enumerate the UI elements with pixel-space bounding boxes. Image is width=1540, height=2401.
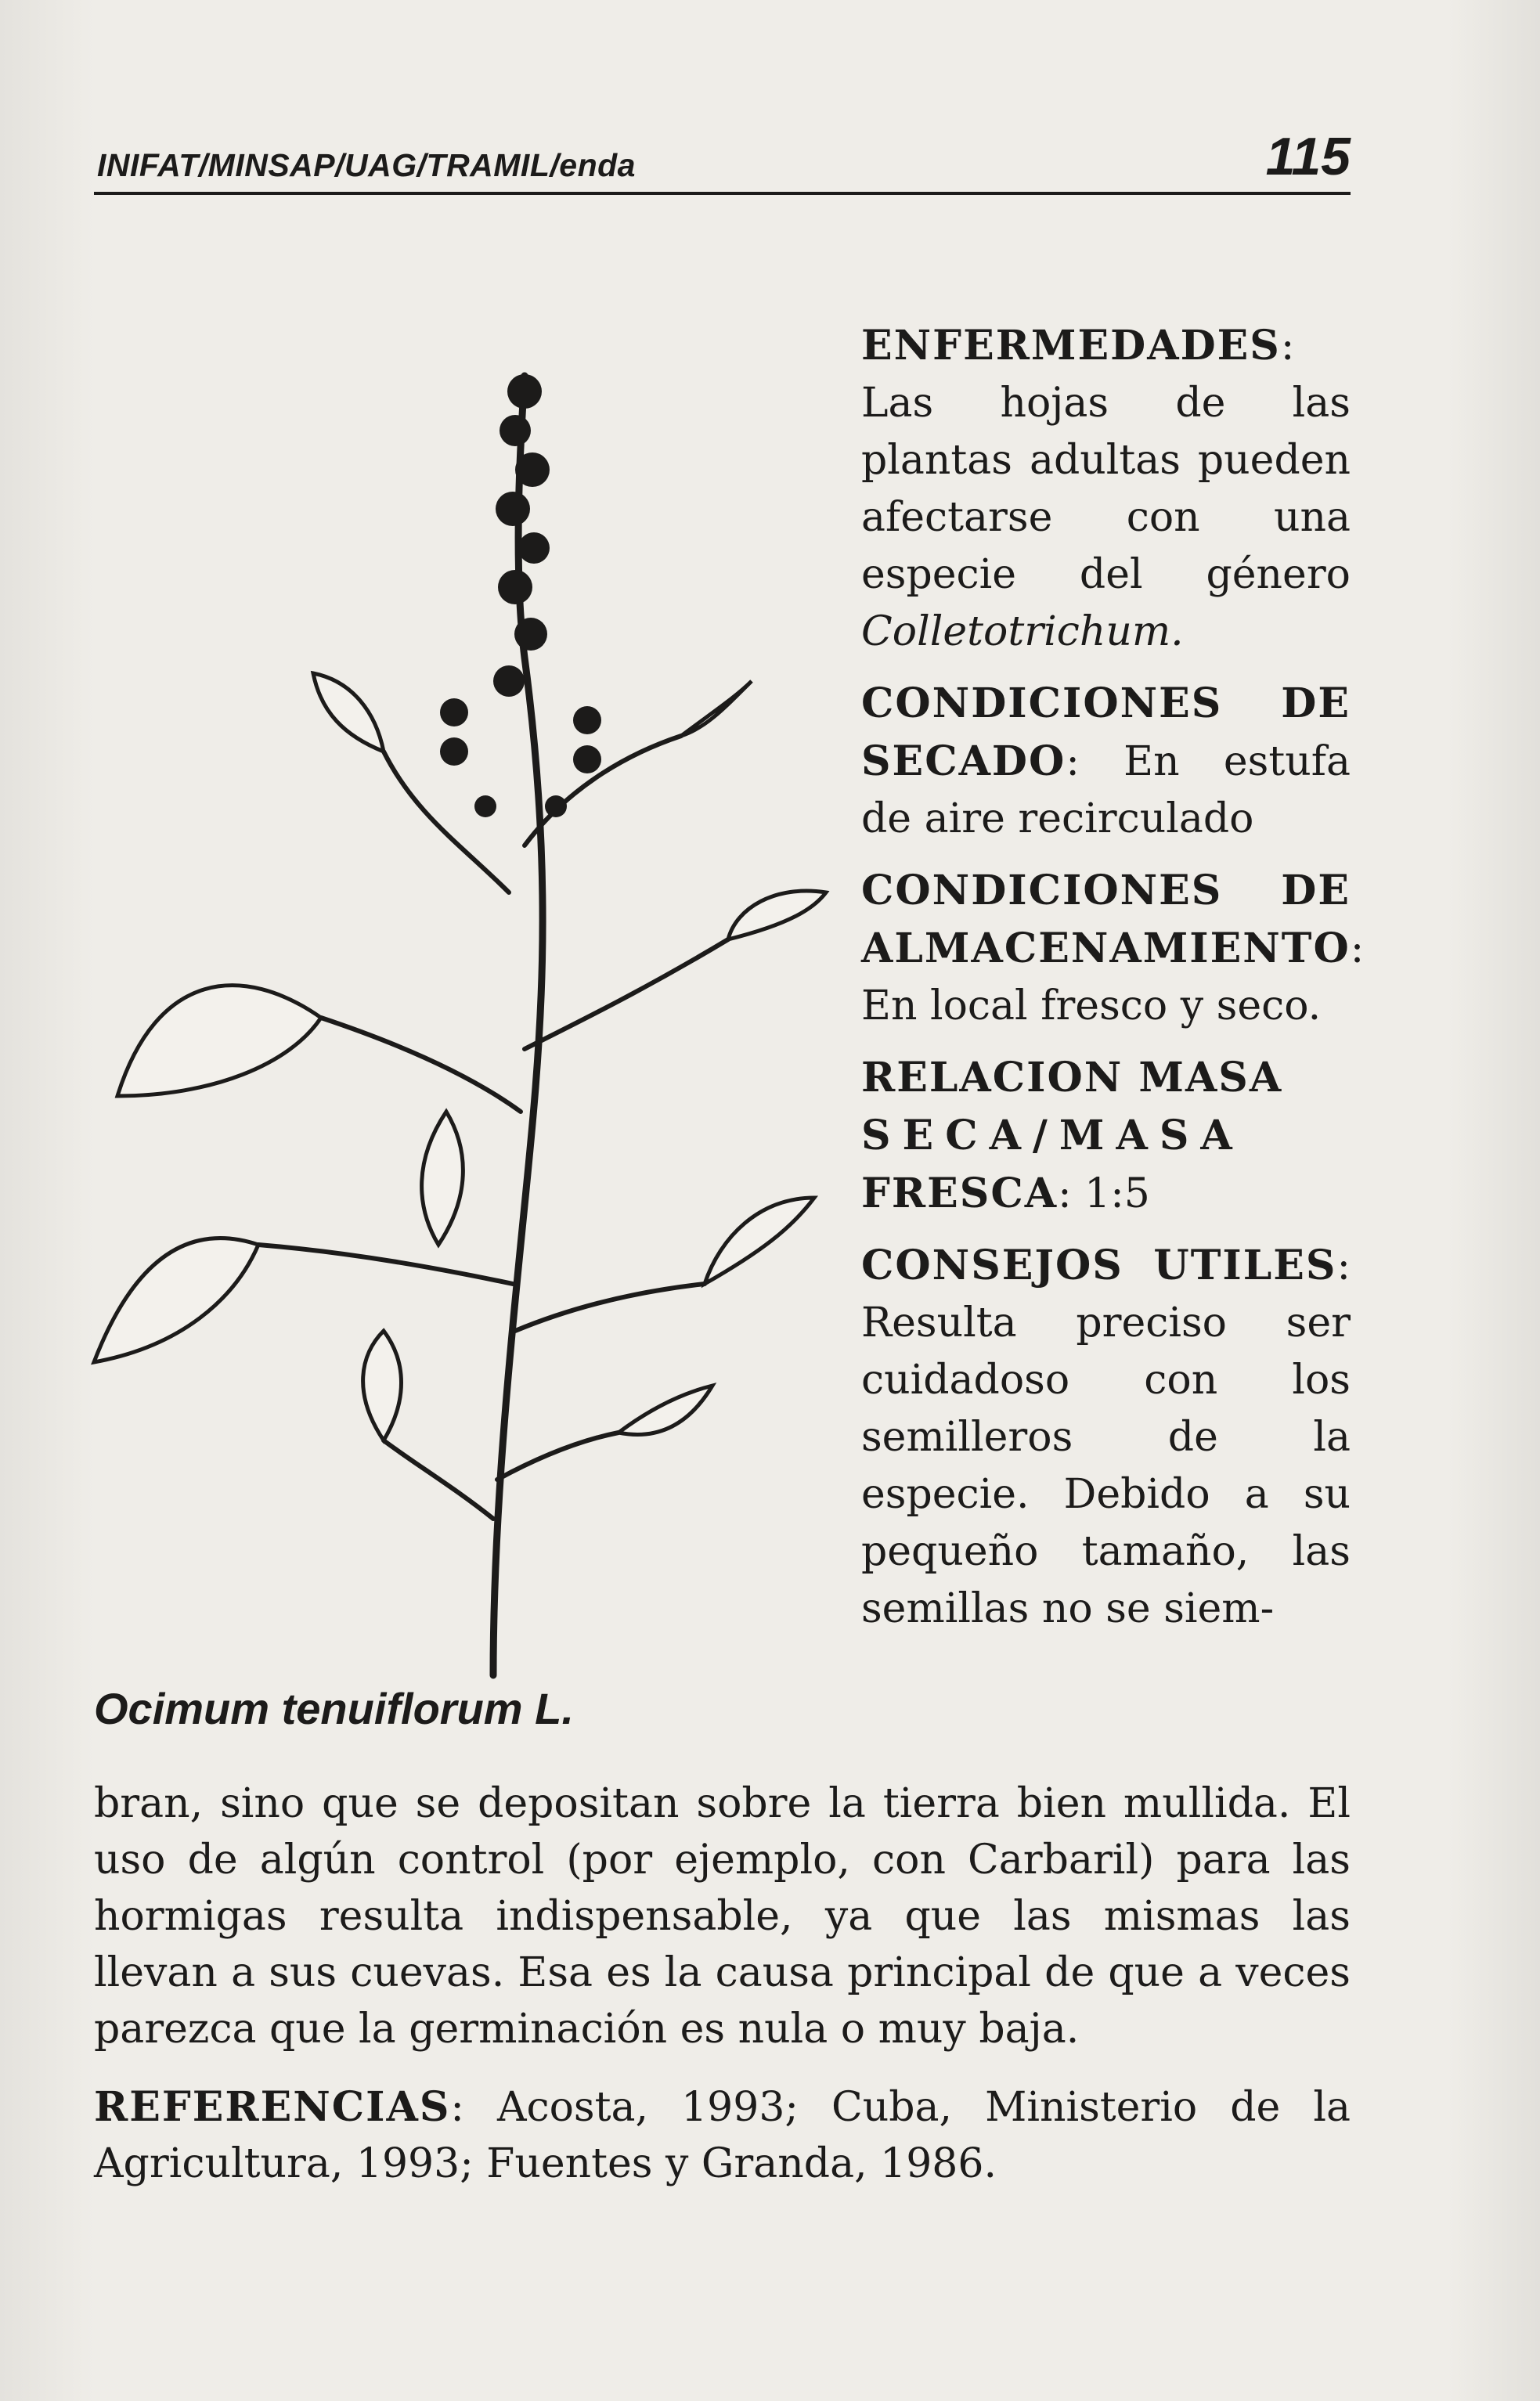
label-consejos: CONSEJOS UTILES <box>861 1242 1337 1289</box>
section-enfermedades: ENFERMEDADES: Las hojas de las plantas adultas pueden afectarse con una especie del género Colletotrichum. <box>861 322 1351 655</box>
label-relacion-1: RELACION MASA <box>861 1054 1283 1101</box>
label-referencias: REFERENCIAS <box>94 2083 451 2131</box>
label-secado: CONDICIONES DE SECADO <box>861 680 1351 785</box>
genus-name: Colletotrichum. <box>861 608 1184 655</box>
label-relacion-2: SECA/MASA <box>861 1112 1244 1159</box>
plant-illustration <box>86 344 830 1691</box>
text-enfermedades: Las hojas de las plantas adultas pueden afectarse con una especie del género <box>861 380 1351 598</box>
text-referencias: Acosta, 1993; Cuba, Ministerio de la Agricultura, 1993; Fuentes y Granda, 1986. <box>94 2084 1351 2187</box>
section-relacion: RELACION MASA SECA/MASA FRESCA: 1:5 <box>861 1054 1283 1217</box>
label-enfermedades: ENFERMEDADES <box>861 322 1281 370</box>
figure-caption: Ocimum tenuiflorum L. <box>94 1684 574 1733</box>
page-number: 115 <box>1265 127 1351 186</box>
running-head: INIFAT/MINSAP/UAG/TRAMIL/enda <box>97 147 636 183</box>
label-almacenamiento: CONDICIONES DE ALMACENAMIENTO <box>861 867 1351 972</box>
text-secado: En estufa de aire recirculado <box>861 738 1351 842</box>
text-consejos-continued: bran, sino que se depositan sobre la tierra bien mullida. El uso de algún control (por ejemplo, con Carbaril) para las hormigas resulta indispensable, ya que las mismas las llevan a sus cuevas. Esa es la causa principal de que a veces parezca que la germinación es nula o muy baja. <box>94 1780 1351 2053</box>
text-consejos-column: Resulta preciso ser cuidadoso con los semilleros de la especie. Debido a su pequeño tamaño, las semillas no se siem- <box>861 1300 1351 1632</box>
full-width-text <box>94 1776 1351 2214</box>
label-relacion-3: FRESCA <box>861 1170 1059 1217</box>
text-almacenamiento: En local fresco y seco. <box>861 982 1322 1029</box>
page-header <box>94 129 1351 195</box>
right-column <box>861 317 1365 1652</box>
section-almacenamiento: CONDICIONES DE ALMACENAMIENTO: En local fresco y seco. <box>861 867 1365 1029</box>
section-referencias: REFERENCIAS: Acosta, 1993; Cuba, Ministerio de la Agricultura, 1993; Fuentes y Granda, 1986. <box>94 2083 1351 2187</box>
section-secado: CONDICIONES DE SECADO: En estufa de aire recirculado <box>861 680 1351 842</box>
value-relacion: 1:5 <box>1084 1170 1150 1217</box>
section-consejos: CONSEJOS UTILES: Resulta preciso ser cuidadoso con los semilleros de la especie. Debido a su pequeño tamaño, las semillas no se siem- <box>861 1242 1351 1632</box>
